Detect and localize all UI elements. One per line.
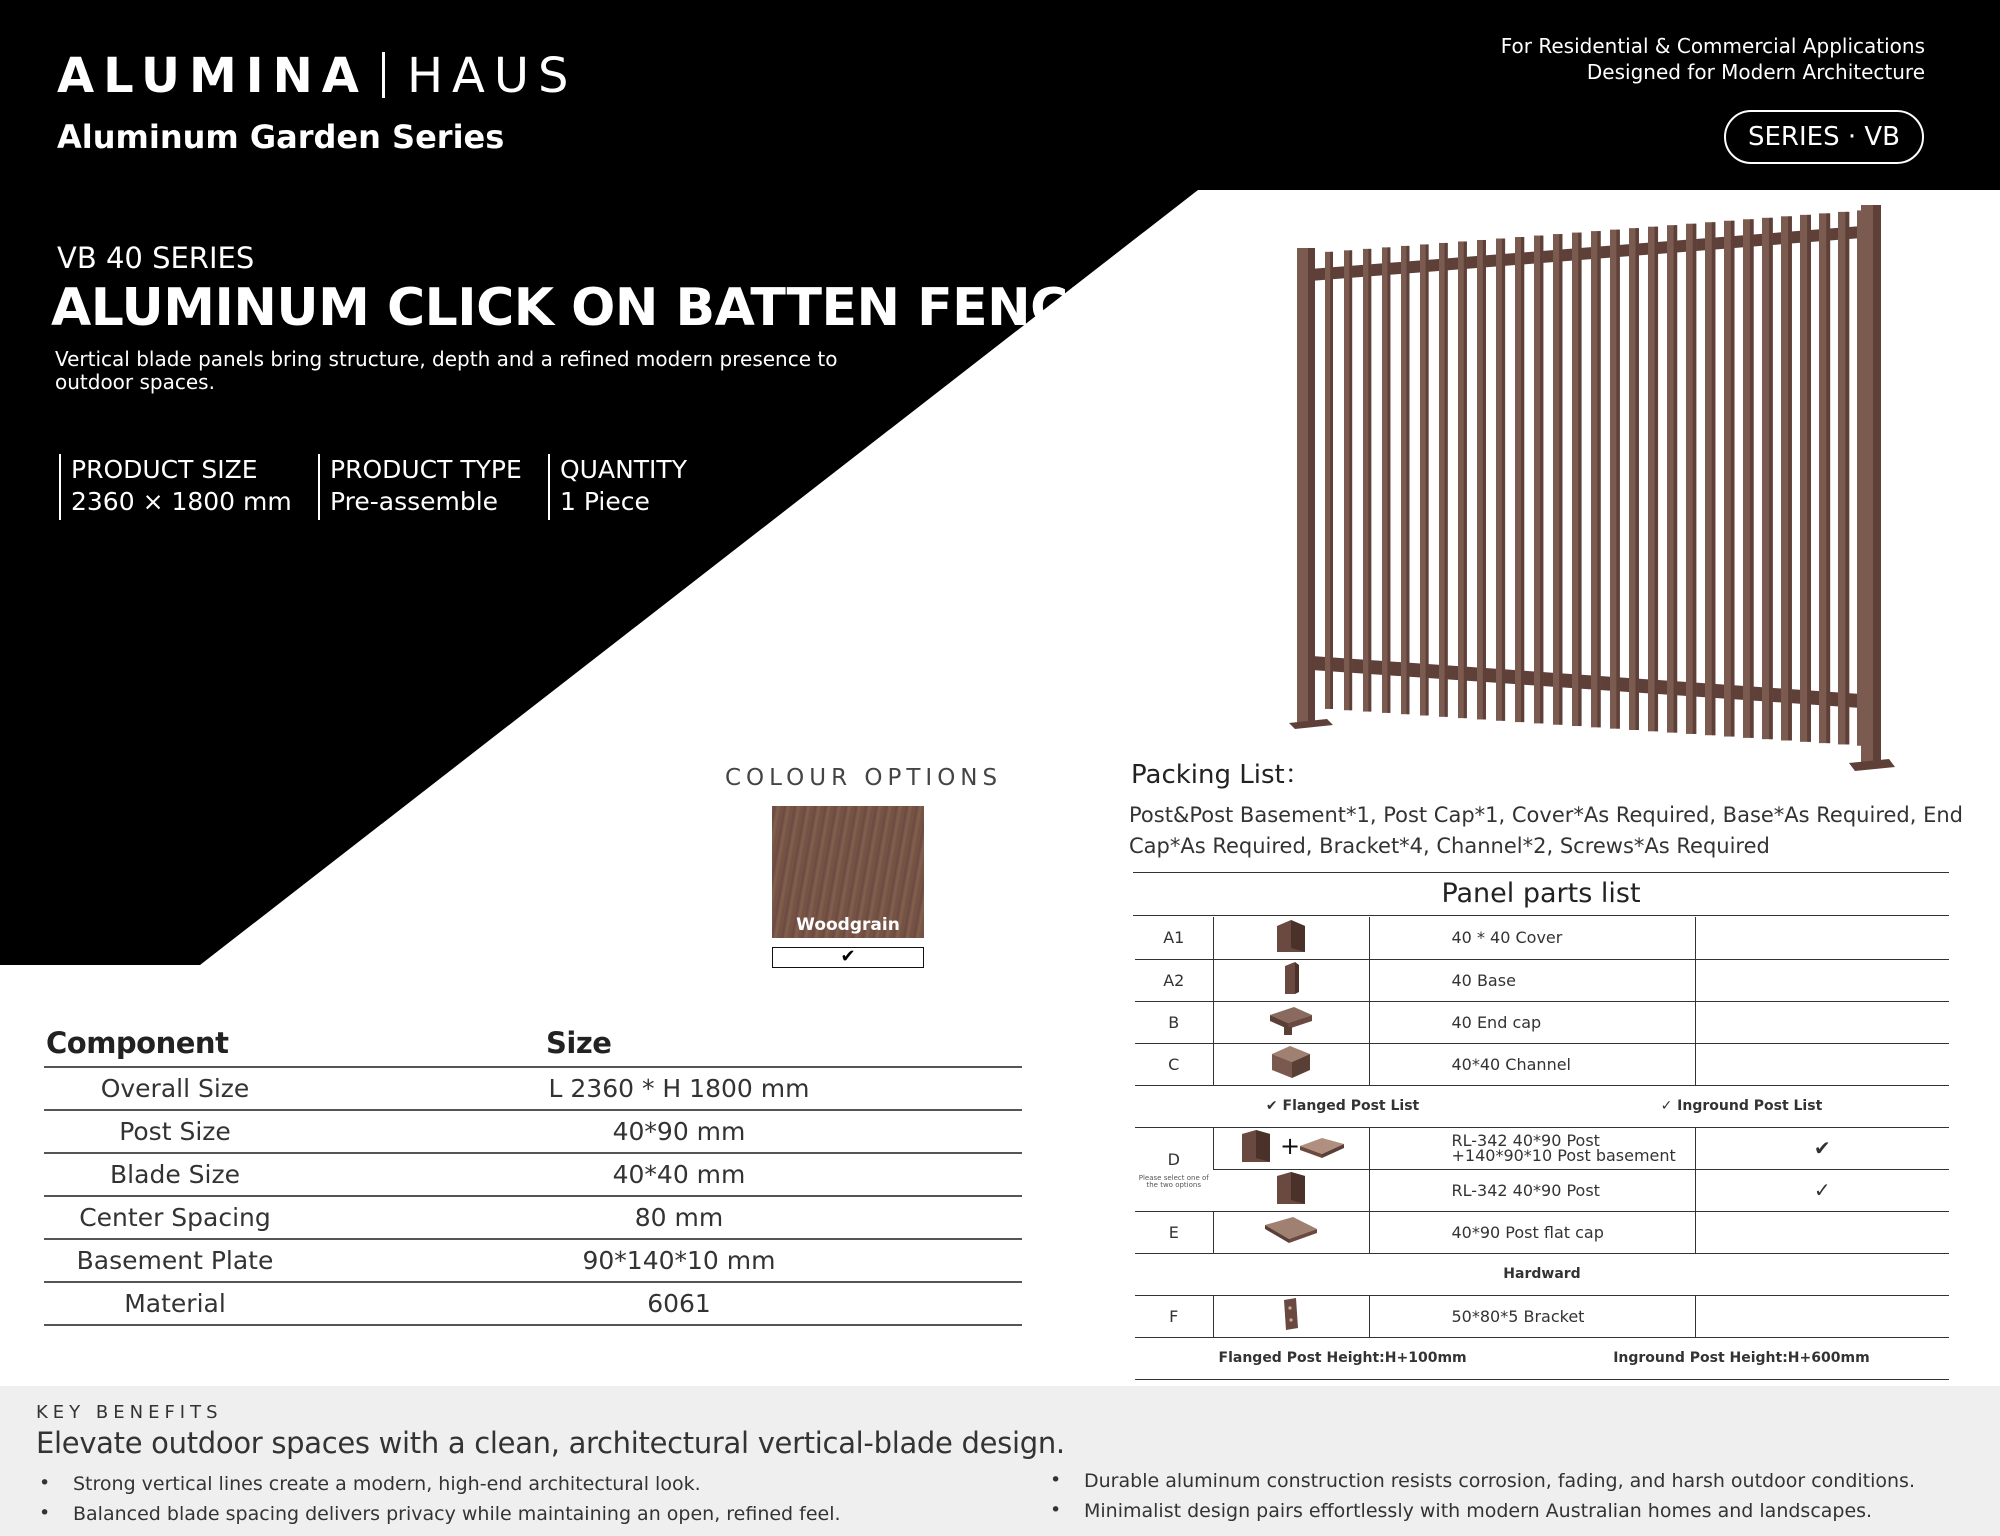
table-row — [1135, 1001, 1949, 1043]
table-row — [44, 1068, 1022, 1111]
d-selection-note: Please select one of the two options — [1138, 1173, 1209, 1189]
flanged-selected-mark: ✔ — [1695, 1127, 1949, 1169]
fence-blade-shade — [1540, 236, 1543, 724]
flanged-post-height: Flanged Post Height:H+100mm — [1218, 1350, 1467, 1366]
fence-blade-shade — [1426, 244, 1429, 715]
table-row — [1135, 1043, 1949, 1085]
part-description: 40 End cap — [1369, 1001, 1695, 1043]
swatch-label: Woodgrain — [796, 915, 900, 935]
flanged-post-list-label: ✔ Flanged Post List — [1265, 1098, 1420, 1114]
fence-blade-shade — [1674, 225, 1678, 732]
part-check — [1695, 917, 1949, 959]
series-badge: SERIES · VB — [1724, 110, 1924, 164]
component-table — [44, 1020, 1022, 1326]
cell-size: 80 mm — [634, 1203, 724, 1232]
fence-blade-shade — [1464, 241, 1467, 718]
fence-blade-shade — [1712, 222, 1716, 735]
spec-value: Pre-assemble — [330, 487, 499, 516]
end-cap-icon — [1213, 1001, 1369, 1043]
spec-label: QUANTITY — [560, 455, 687, 484]
fence-blade-shade — [1330, 252, 1333, 709]
packing-list-title: Packing List： — [1131, 760, 1311, 790]
hardware-heading: Hardward — [1135, 1253, 1949, 1295]
part-id: C — [1135, 1043, 1213, 1085]
product-description: Vertical blade panels bring structure, depth and a refined modern presence to outdoor spaces. — [55, 347, 838, 394]
plus-sign: + — [1280, 1132, 1301, 1160]
fence-blade-shade — [1769, 218, 1773, 739]
part-id: E — [1135, 1211, 1213, 1253]
cell-size: L 2360 * H 1800 mm — [548, 1074, 810, 1103]
cell-component: Blade Size — [110, 1160, 240, 1189]
brand-name-right: HAUS — [406, 48, 578, 104]
cell-size: 6061 — [647, 1289, 711, 1318]
spec-quantity — [548, 454, 687, 520]
fence-blade-shade — [1635, 228, 1638, 730]
table-row — [44, 1283, 1022, 1326]
flanged-post-icon — [1213, 1127, 1369, 1169]
brand-name-left: ALUMINA — [57, 48, 368, 104]
fence-blade-shade — [1731, 221, 1735, 737]
table-row — [1135, 1211, 1949, 1253]
hardware-header-row — [1135, 1253, 1949, 1295]
fence-blade-shade — [1559, 234, 1562, 725]
part-description: RL-342 40*90 Post — [1369, 1169, 1695, 1211]
tagline-line-1: For Residential & Commercial Applications — [1500, 34, 1925, 58]
benefit-item: • Balanced blade spacing delivers privacy while maintaining an open, refined feel. — [73, 1503, 841, 1525]
fence-blade-shade — [1616, 230, 1619, 729]
post-height-row — [1135, 1337, 1949, 1379]
cell-component: Basement Plate — [76, 1246, 274, 1275]
colour-options-heading: COLOUR OPTIONS — [725, 765, 1003, 791]
part-check — [1695, 1001, 1949, 1043]
cover-icon — [1213, 917, 1369, 959]
colour-selected-checkbox[interactable]: ✔ — [772, 947, 924, 968]
part-check — [1695, 959, 1949, 1001]
product-title: ALUMINUM CLICK ON BATTEN FENCE — [51, 278, 1103, 338]
panel-parts-table — [1135, 917, 1949, 1380]
product-subtitle: VB 40 SERIES — [57, 241, 255, 275]
benefit-item: • Minimalist design pairs effortlessly with modern Australian homes and landscapes. — [1084, 1500, 1872, 1522]
part-id: B — [1135, 1001, 1213, 1043]
fence-blade-shade — [1788, 216, 1792, 740]
fence-blade-shade — [1845, 212, 1849, 745]
fence-left-post-shade — [1308, 248, 1315, 723]
cell-component: Overall Size — [100, 1074, 250, 1103]
fence-blade-shade — [1349, 250, 1352, 710]
table-row — [1135, 917, 1949, 959]
cell-component: Post Size — [119, 1117, 231, 1146]
brand-divider — [382, 52, 385, 98]
inground-post-icon — [1213, 1169, 1369, 1211]
brand-logo — [57, 48, 577, 104]
part-description: 40*90 Post flat cap — [1369, 1211, 1695, 1253]
part-id: A1 — [1135, 917, 1213, 959]
table-row — [44, 1154, 1022, 1197]
fence-blade-shade — [1597, 231, 1600, 727]
spec-product-type — [318, 454, 522, 520]
fence-right-post-shade — [1873, 205, 1881, 763]
part-id: D — [1167, 1149, 1180, 1169]
table-row — [44, 1197, 1022, 1240]
column-header-size: Size — [546, 1026, 612, 1060]
table-row — [1135, 1127, 1949, 1169]
channel-icon — [1213, 1043, 1369, 1085]
fence-blade-shade — [1807, 215, 1811, 742]
fence-blade-shade — [1655, 227, 1659, 732]
fence-blade-shade — [1693, 224, 1697, 734]
woodgrain-swatch[interactable] — [772, 806, 924, 938]
base-icon — [1213, 959, 1369, 1001]
inground-selected-mark: ✓ — [1695, 1169, 1949, 1211]
fence-blade-shade — [1521, 237, 1524, 722]
spec-value: 1 Piece — [560, 487, 650, 516]
spec-label: PRODUCT SIZE — [71, 455, 258, 484]
fence-blade-shade — [1826, 213, 1830, 743]
part-description: RL-342 40*90 Post +140*90*10 Post basement — [1369, 1127, 1695, 1169]
benefit-item: • Durable aluminum construction resists corrosion, fading, and harsh outdoor conditions. — [1084, 1470, 1915, 1492]
fence-blade-shade — [1578, 233, 1581, 726]
post-heights — [1135, 1337, 1949, 1379]
spec-label: PRODUCT TYPE — [330, 455, 522, 484]
tagline — [1501, 33, 1925, 85]
benefit-item: • Strong vertical lines create a modern, high-end architectural look. — [73, 1473, 701, 1495]
fence-blade-shade — [1407, 246, 1410, 714]
part-description: 40 Base — [1369, 959, 1695, 1001]
part-check — [1695, 1211, 1949, 1253]
part-description: 40 * 40 Cover — [1369, 917, 1695, 959]
fence-blade-shade — [1445, 243, 1448, 717]
table-row — [44, 1240, 1022, 1283]
tagline-line-2: Designed for Modern Architecture — [1586, 60, 1925, 84]
part-check — [1695, 1043, 1949, 1085]
table-row — [1135, 1169, 1949, 1211]
post-options-header-row — [1135, 1085, 1949, 1127]
fence-blade-shade — [1750, 219, 1754, 738]
table-row — [1135, 1295, 1949, 1337]
bracket-icon — [1213, 1295, 1369, 1337]
component-table-header — [44, 1020, 1022, 1068]
part-check — [1695, 1295, 1949, 1337]
inground-post-height: Inground Post Height:H+600mm — [1613, 1350, 1870, 1366]
column-header-component: Component — [46, 1026, 229, 1060]
part-id: F — [1135, 1295, 1213, 1337]
fence-blade-shade — [1368, 249, 1371, 712]
cell-component: Material — [124, 1289, 226, 1318]
inground-post-list-label: ✓ Inground Post List — [1660, 1098, 1823, 1114]
post-list-options — [1135, 1085, 1949, 1127]
cell-size: 40*90 mm — [612, 1117, 746, 1146]
post-cap-icon — [1213, 1211, 1369, 1253]
part-id-d — [1135, 1127, 1213, 1211]
cell-size: 90*140*10 mm — [582, 1246, 776, 1275]
key-benefits-label: KEY BENEFITS — [36, 1402, 223, 1423]
table-row — [1135, 959, 1949, 1001]
fence-illustration — [1285, 205, 1897, 780]
packing-list-text: Post&Post Basement*1, Post Cap*1, Cover*As Required, Base*As Required, End Cap*As Required, Bracket*4, Channel*2, Screws*As Required — [1129, 803, 1964, 858]
part-description: 50*80*5 Bracket — [1369, 1295, 1695, 1337]
cell-size: 40*40 mm — [612, 1160, 746, 1189]
part-id: A2 — [1135, 959, 1213, 1001]
fence-blade-shade — [1502, 239, 1505, 721]
part-description: 40*40 Channel — [1369, 1043, 1695, 1085]
cell-component: Center Spacing — [79, 1203, 271, 1232]
fence-right-base-plate — [1849, 759, 1895, 771]
series-name: Aluminum Garden Series — [57, 118, 505, 156]
table-row — [44, 1111, 1022, 1154]
fence-blade-shade — [1387, 247, 1390, 712]
key-benefits-heading: Elevate outdoor spaces with a clean, architectural vertical-blade design. — [36, 1426, 1065, 1460]
spec-product-size — [59, 454, 292, 520]
panel-parts-title: Panel parts list — [1133, 872, 1949, 916]
fence-blade-shade — [1483, 240, 1486, 719]
spec-value: 2360 × 1800 mm — [71, 487, 292, 516]
